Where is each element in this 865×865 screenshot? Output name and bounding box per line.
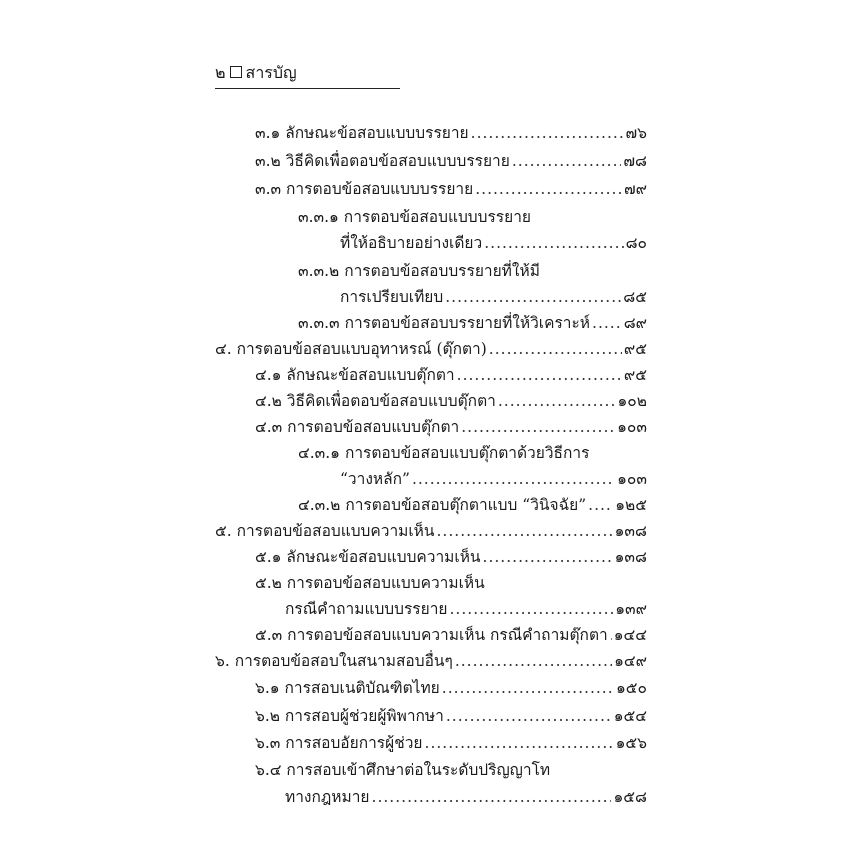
dot-leader: [425, 731, 614, 755]
toc-entry-page: ๑๐๓: [617, 470, 647, 488]
toc-entry-label: ๔. การตอบข้อสอบแบบอุทาหรณ์ (ตุ๊กตา): [215, 340, 487, 358]
dot-leader: [483, 545, 613, 569]
toc-entry: [285, 597, 647, 621]
toc-entry: [255, 704, 647, 728]
dot-leader: [592, 311, 622, 335]
dot-leader: [412, 467, 615, 491]
toc-entry: [285, 785, 647, 809]
toc-entry-label: ๖.๑ การสอบเนติบัณฑิตไทย: [255, 679, 440, 697]
toc-entry-page: ๘๙: [623, 314, 647, 332]
dot-leader: [457, 363, 622, 387]
toc-entry-label: ๕.๓ การตอบข้อสอบแบบความเห็น กรณีคำถามตุ๊กตา: [255, 626, 608, 644]
toc-entry: [215, 649, 647, 673]
toc-entry: [340, 231, 647, 255]
toc-entry: [255, 121, 647, 145]
toc-entry-page: ๑๕๔: [613, 707, 647, 725]
toc-entry: [298, 493, 647, 517]
toc-entry-label: ๔.๓.๒ การตอบข้อสอบตุ๊กตาแบบ “วินิจฉัย”: [298, 496, 587, 514]
toc-entry-label: ๓.๓ การตอบข้อสอบแบบบรรยาย: [255, 180, 474, 198]
toc-entry-page: ๗๖: [625, 124, 647, 142]
toc-entry-page: ๑๓๘: [614, 548, 647, 566]
toc-entry-page: ๗๙: [623, 180, 647, 198]
page-number: ๒: [215, 63, 226, 82]
toc-entry-label: ๖. การตอบข้อสอบในสนามสอบอื่นๆ: [215, 652, 453, 670]
toc-entry-page: ๑๓๘: [614, 522, 647, 540]
toc-entry-label: ๓.๒ วิธีคิดเพื่อตอบข้อสอบแบบบรรยาย: [255, 152, 510, 170]
toc-entry-label: ๖.๔ การสอบเข้าศึกษาต่อในระดับปริญญาโท: [255, 761, 551, 779]
toc-entry: [255, 149, 647, 173]
toc-entry-label: ๕.๒ การตอบข้อสอบแบบความเห็น: [255, 574, 485, 592]
dot-leader: [498, 389, 616, 413]
toc-entry-label: ๕.๑ ลักษณะข้อสอบแบบความเห็น: [255, 548, 481, 566]
toc-entry: [255, 545, 647, 569]
toc-entry: [255, 731, 647, 755]
toc-entry: [255, 415, 647, 439]
toc-entry-label: การเปรียบเทียบ: [340, 288, 444, 306]
dot-leader: [461, 415, 615, 439]
toc-entry-page: ๘๐: [625, 234, 647, 252]
dot-leader: [445, 285, 621, 309]
toc-entry-page: ๑๔๙: [614, 652, 647, 670]
toc-entry-label: ๔.๓.๑ การตอบข้อสอบแบบตุ๊กตาด้วยวิธีการ: [298, 444, 590, 462]
dot-leader: [455, 649, 612, 673]
toc-entry-label: ๓.๑ ลักษณะข้อสอบแบบบรรยาย: [255, 124, 469, 142]
toc-entry-label: ทางกฎหมาย: [285, 788, 370, 806]
dot-leader: [512, 149, 622, 173]
toc-entry-label: ๔.๑ ลักษณะข้อสอบแบบตุ๊กตา: [255, 366, 455, 384]
dot-leader: [610, 623, 612, 647]
toc-entry-page: ๑๐๒: [617, 392, 647, 410]
toc-entry: [215, 337, 647, 361]
toc-entry: [215, 519, 647, 543]
toc-entry: [255, 177, 647, 201]
dot-leader: [471, 121, 624, 145]
toc-entry-label: ๖.๒ การสอบผู้ช่วยผู้พิพากษา: [255, 707, 444, 725]
dot-leader: [437, 519, 613, 543]
toc-entry-page: ๑๓๙: [615, 600, 647, 618]
dot-leader: [446, 704, 612, 728]
toc-entry: [255, 676, 647, 700]
dot-leader: [442, 676, 614, 700]
toc-entry: [255, 363, 647, 387]
toc-entry-page: ๑๒๕: [615, 496, 647, 514]
toc-entry-label: ๔.๓ การตอบข้อสอบแบบตุ๊กตา: [255, 418, 460, 436]
dot-leader: [489, 337, 622, 361]
toc-entry-label: ๔.๒ วิธีคิดเพื่อตอบข้อสอบแบบตุ๊กตา: [255, 392, 496, 410]
toc-entry-label: ที่ให้อธิบายอย่างเดียว: [340, 234, 483, 252]
toc-entry-page: ๑๕๘: [613, 788, 647, 806]
toc-entry-page: ๑๕๐: [615, 679, 647, 697]
toc-entry-page: ๑๐๓: [617, 418, 647, 436]
toc-entry-label: ๓.๓.๒ การตอบข้อสอบบรรยายที่ให้มี: [298, 262, 540, 280]
toc-entry: [298, 311, 647, 335]
toc-entry-label: ๖.๓ การสอบอัยการผู้ช่วย: [255, 734, 423, 752]
toc-entry-page: ๙๕: [623, 340, 647, 358]
dot-leader: [484, 231, 623, 255]
dot-leader: [450, 597, 614, 621]
toc-entry-page: ๗๘: [623, 152, 647, 170]
toc-entry: [255, 389, 647, 413]
dot-leader: [372, 785, 612, 809]
toc-entry: [340, 285, 647, 309]
toc-entry-page: ๑๔๔: [613, 626, 647, 644]
toc-entry: [255, 623, 647, 647]
toc-entry: [340, 467, 647, 491]
toc-entry-label: ๓.๓.๑ การตอบข้อสอบแบบบรรยาย: [298, 208, 531, 226]
toc-entry-label: ๕. การตอบข้อสอบแบบความเห็น: [215, 522, 435, 540]
dot-leader: [475, 177, 622, 201]
toc-entry-page: ๘๕: [623, 288, 647, 306]
page-title: สารบัญ: [245, 63, 297, 82]
dot-leader: [588, 493, 613, 517]
toc-entry-label: กรณีคำถามแบบบรรยาย: [285, 600, 448, 618]
toc-entry-label: “วางหลัก”: [340, 470, 410, 488]
toc-entry-label: ๓.๓.๓ การตอบข้อสอบบรรยายที่ให้วิเคราะห์: [298, 314, 591, 332]
toc-entry-page: ๑๕๖: [615, 734, 647, 752]
toc-entry-page: ๙๕: [623, 366, 647, 384]
